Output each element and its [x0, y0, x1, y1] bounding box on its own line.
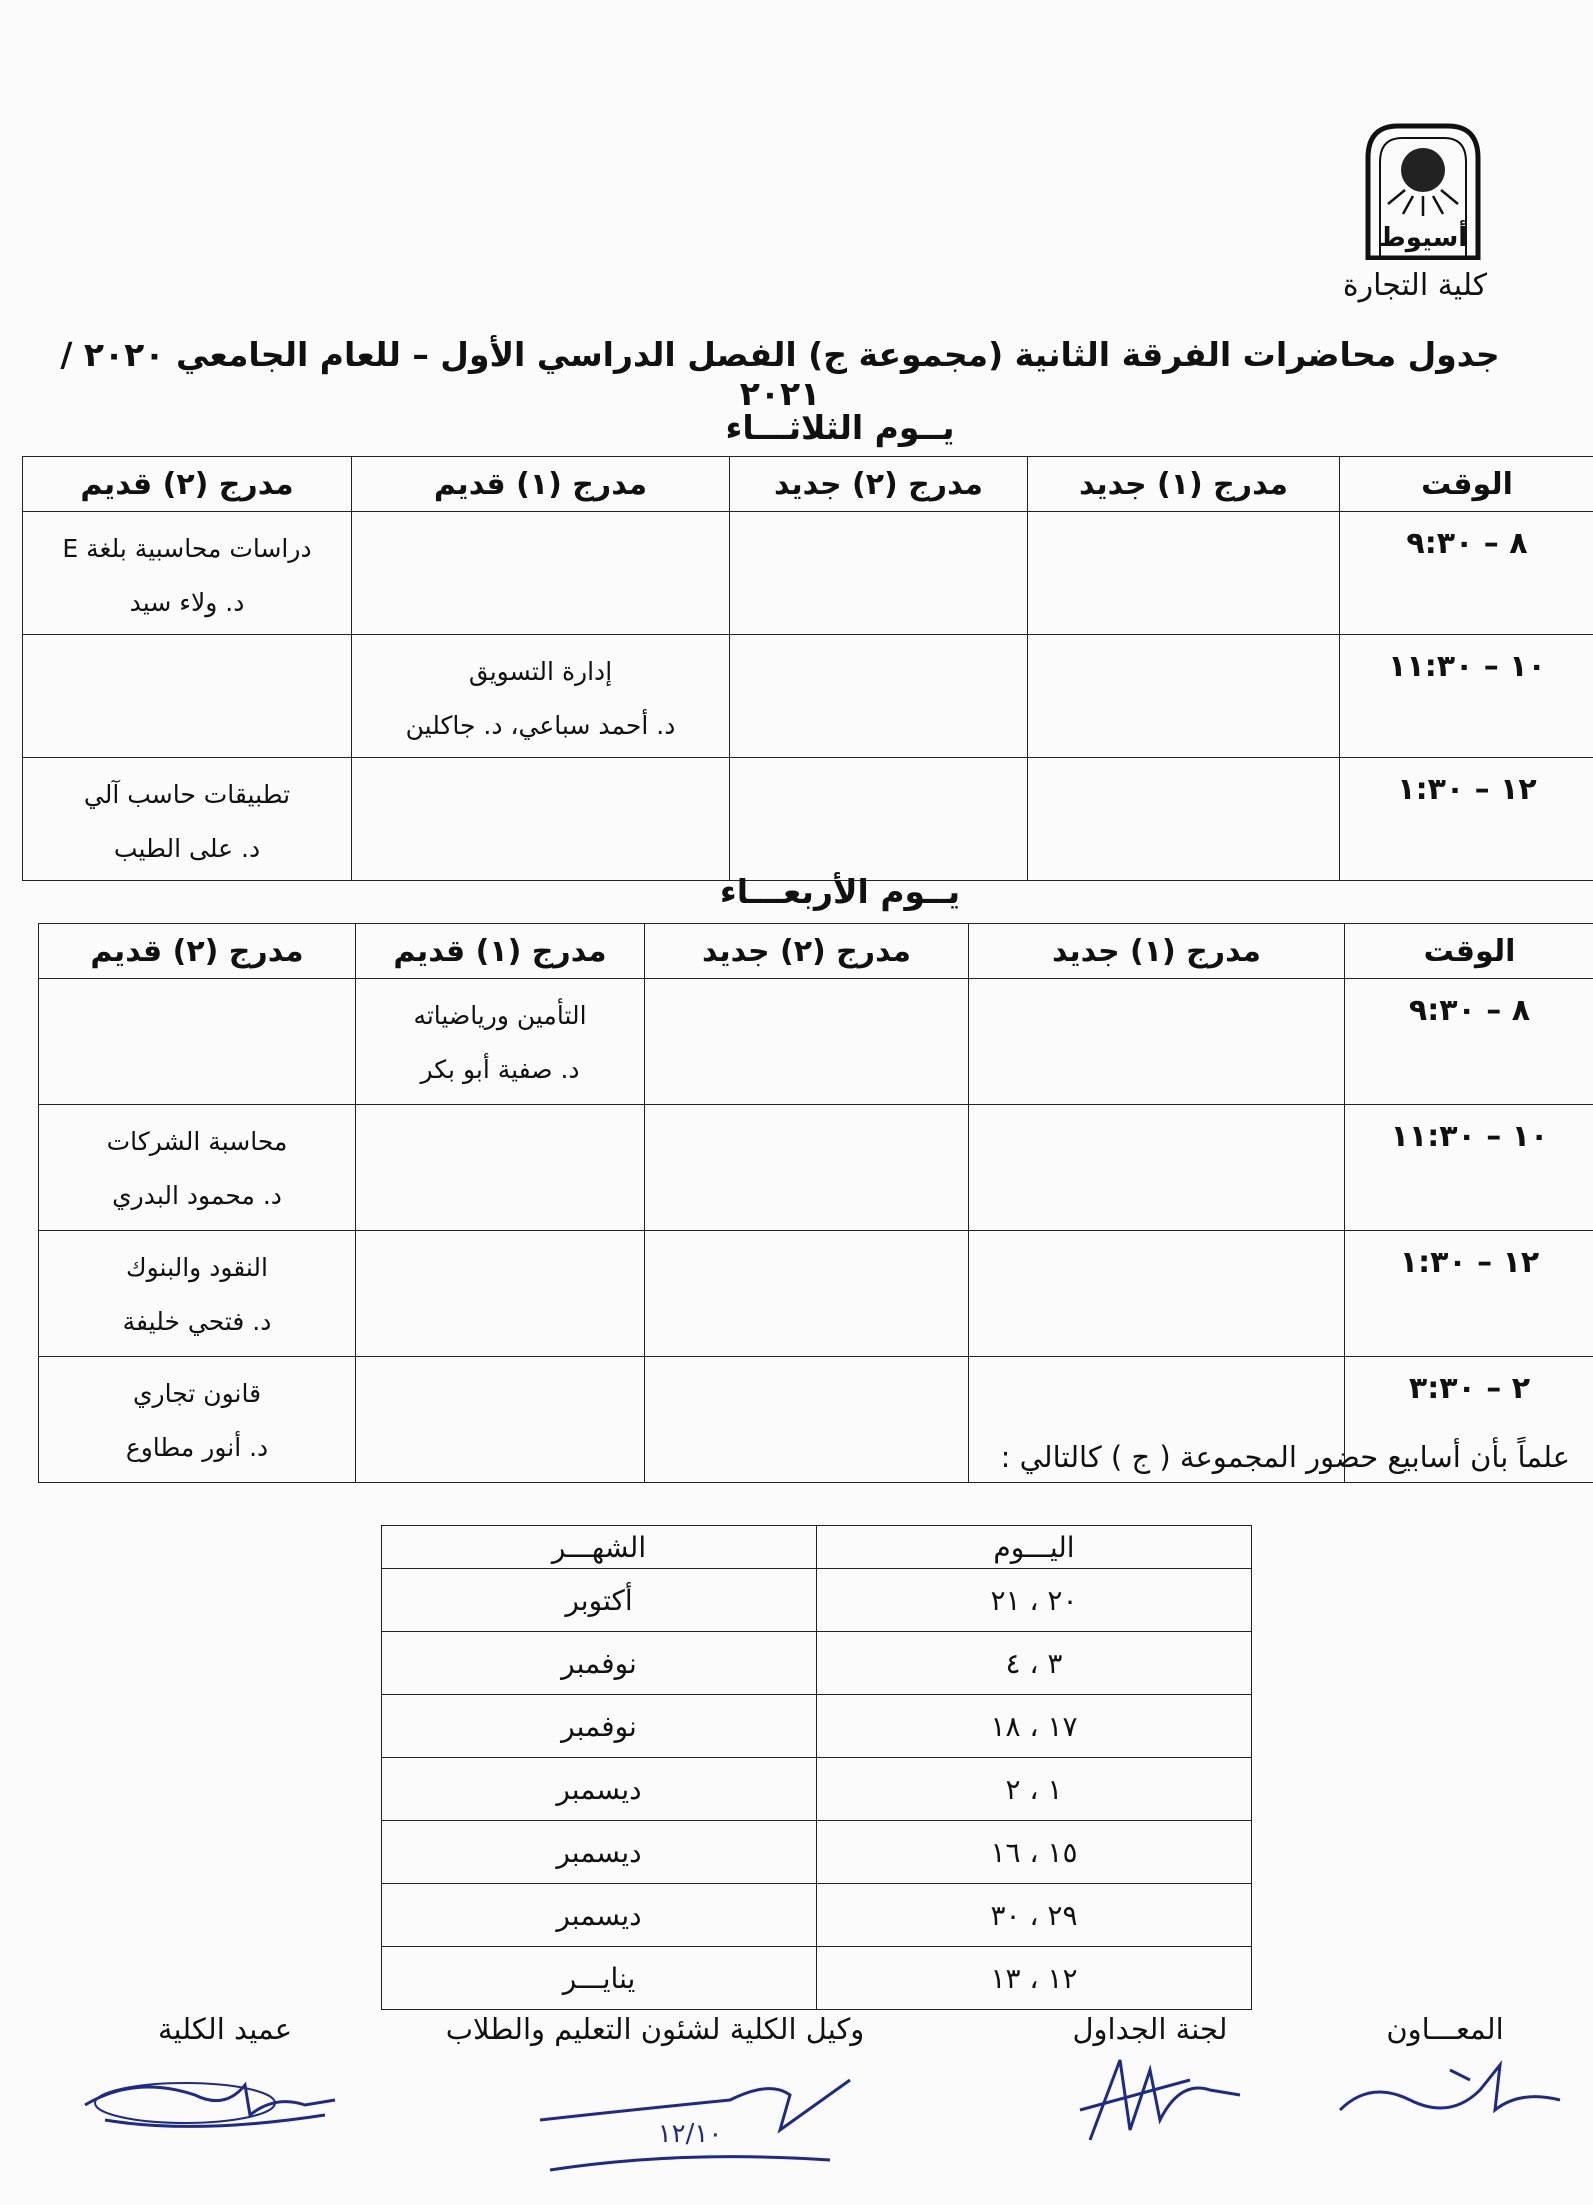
empty-cell — [23, 635, 352, 758]
table-row — [39, 979, 1593, 1105]
empty-cell — [1028, 512, 1340, 635]
week-month: نوفمبر — [382, 1695, 817, 1758]
week-month: ديسمبر — [382, 1821, 817, 1884]
empty-cell — [730, 758, 1028, 881]
column-header-day: اليـــوم — [817, 1526, 1252, 1569]
dean-signature — [75, 2055, 345, 2145]
table-row — [382, 1884, 1252, 1947]
week-days: ١٢ ، ١٣ — [817, 1947, 1252, 2010]
course-cell — [356, 979, 645, 1105]
course-cell — [23, 758, 352, 881]
table-row — [382, 1632, 1252, 1695]
course-name: إدارة التسويق — [468, 657, 613, 686]
time-slot: ١٢ – ١:٣٠ — [1340, 758, 1593, 881]
lecturer-name: د. فتحي خليفة — [122, 1307, 272, 1336]
university-logo — [1358, 118, 1488, 260]
empty-cell — [356, 1105, 645, 1231]
column-header-hall1-old: مدرج (١) قديم — [352, 457, 730, 512]
empty-cell — [730, 512, 1028, 635]
column-header-hall1-old: مدرج (١) قديم — [356, 924, 645, 979]
week-month: ينايـــر — [382, 1947, 817, 2010]
column-header-hall2-old: مدرج (٢) قديم — [39, 924, 356, 979]
time-slot: ٨ – ٩:٣٠ — [1340, 512, 1593, 635]
column-header-hall2-new: مدرج (٢) جديد — [645, 924, 969, 979]
week-month: نوفمبر — [382, 1632, 817, 1695]
course-cell — [23, 512, 352, 635]
table-row — [23, 758, 1593, 881]
column-header-hall1-new: مدرج (١) جديد — [969, 924, 1345, 979]
lecturer-name: د. صفية أبو بكر — [420, 1055, 580, 1084]
column-header-month: الشهـــر — [382, 1526, 817, 1569]
wednesday-schedule-table — [38, 923, 1593, 1483]
week-month: أكتوبر — [382, 1569, 817, 1632]
tuesday-schedule-table — [22, 456, 1593, 881]
week-days: ١ ، ٢ — [817, 1758, 1252, 1821]
week-days: ٢٩ ، ٣٠ — [817, 1884, 1252, 1947]
week-days: ١٥ ، ١٦ — [817, 1821, 1252, 1884]
day-title-tuesday: يــوم الثلاثـــاء — [725, 408, 955, 447]
faculty-name: كلية التجارة — [1342, 268, 1488, 303]
course-name: قانون تجاري — [132, 1379, 262, 1408]
table-row — [382, 1758, 1252, 1821]
handwritten-date: ١٢/١٠ — [657, 2119, 723, 2149]
empty-cell — [352, 758, 730, 881]
week-days: ١٧ ، ١٨ — [817, 1695, 1252, 1758]
time-slot: ١٢ – ١:٣٠ — [1345, 1231, 1593, 1357]
course-name: التأمين ورياضياته — [413, 1001, 587, 1030]
svg-text:أسيوط: أسيوط — [1378, 223, 1468, 253]
time-slot: ١٠ – ١١:٣٠ — [1340, 635, 1593, 758]
course-cell — [39, 1231, 356, 1357]
course-name: تطبيقات حاسب آلي — [83, 780, 291, 809]
assistant-signature — [1330, 2050, 1570, 2130]
column-header-hall2-new: مدرج (٢) جديد — [730, 457, 1028, 512]
vice-dean-signature — [530, 2060, 860, 2180]
empty-cell — [969, 1105, 1345, 1231]
course-cell — [352, 635, 730, 758]
table-row — [39, 1231, 1593, 1357]
signature-title-vice-dean: وكيل الكلية لشئون التعليم والطلاب — [445, 2012, 865, 2046]
week-month: ديسمبر — [382, 1884, 817, 1947]
lecturer-name: د. ولاء سيد — [129, 588, 245, 617]
empty-cell — [645, 1105, 969, 1231]
empty-cell — [1028, 635, 1340, 758]
empty-cell — [352, 512, 730, 635]
empty-cell — [969, 979, 1345, 1105]
course-name: دراسات محاسبية بلغة E — [62, 534, 312, 563]
column-header-time: الوقت — [1340, 457, 1593, 512]
empty-cell — [969, 1231, 1345, 1357]
empty-cell — [39, 979, 356, 1105]
empty-cell — [645, 1231, 969, 1357]
table-row — [382, 1695, 1252, 1758]
week-days: ٢٠ ، ٢١ — [817, 1569, 1252, 1632]
empty-cell — [730, 635, 1028, 758]
lecturer-name: د. أحمد سباعي، د. جاكلين — [405, 711, 676, 740]
time-slot: ٨ – ٩:٣٠ — [1345, 979, 1593, 1105]
page-title: جدول محاضرات الفرقة الثانية (مجموعة ج) الفصل الدراسي الأول – للعام الجامعي ٢٠٢٠ / ٢٠٢١ — [60, 335, 1500, 413]
time-slot: ٢ – ٣:٣٠ — [1345, 1357, 1593, 1483]
course-name: النقود والبنوك — [126, 1253, 268, 1282]
signature-title-assistant: المعـــاون — [1386, 2012, 1504, 2046]
week-days: ٣ ، ٤ — [817, 1632, 1252, 1695]
lecturer-name: د. محمود البدري — [112, 1181, 282, 1210]
signature-title-dean: عميد الكلية — [157, 2012, 293, 2046]
empty-cell — [356, 1231, 645, 1357]
course-cell — [39, 1105, 356, 1231]
signature-title-committee: لجنة الجداول — [1072, 2012, 1228, 2046]
table-row — [382, 1821, 1252, 1884]
table-row — [23, 512, 1593, 635]
attendance-notice: علماً بأن أسابيع حضور المجموعة ( ج ) كالتالي : — [1000, 1440, 1570, 1474]
committee-signature — [1070, 2040, 1250, 2150]
course-cell — [39, 1357, 356, 1483]
column-header-hall1-new: مدرج (١) جديد — [1028, 457, 1340, 512]
column-header-time: الوقت — [1345, 924, 1593, 979]
attendance-weeks-table — [381, 1525, 1252, 2010]
column-header-hall2-old: مدرج (٢) قديم — [23, 457, 352, 512]
table-row — [39, 1105, 1593, 1231]
table-row — [23, 635, 1593, 758]
time-slot: ١٠ – ١١:٣٠ — [1345, 1105, 1593, 1231]
day-title-wednesday: يــوم الأربعـــاء — [719, 872, 961, 911]
empty-cell — [1028, 758, 1340, 881]
empty-cell — [645, 979, 969, 1105]
lecturer-name: د. على الطيب — [113, 834, 261, 863]
week-month: ديسمبر — [382, 1758, 817, 1821]
lecturer-name: د. أنور مطاوع — [125, 1433, 269, 1462]
table-row — [382, 1947, 1252, 2010]
course-name: محاسبة الشركات — [106, 1127, 288, 1156]
table-row — [382, 1569, 1252, 1632]
